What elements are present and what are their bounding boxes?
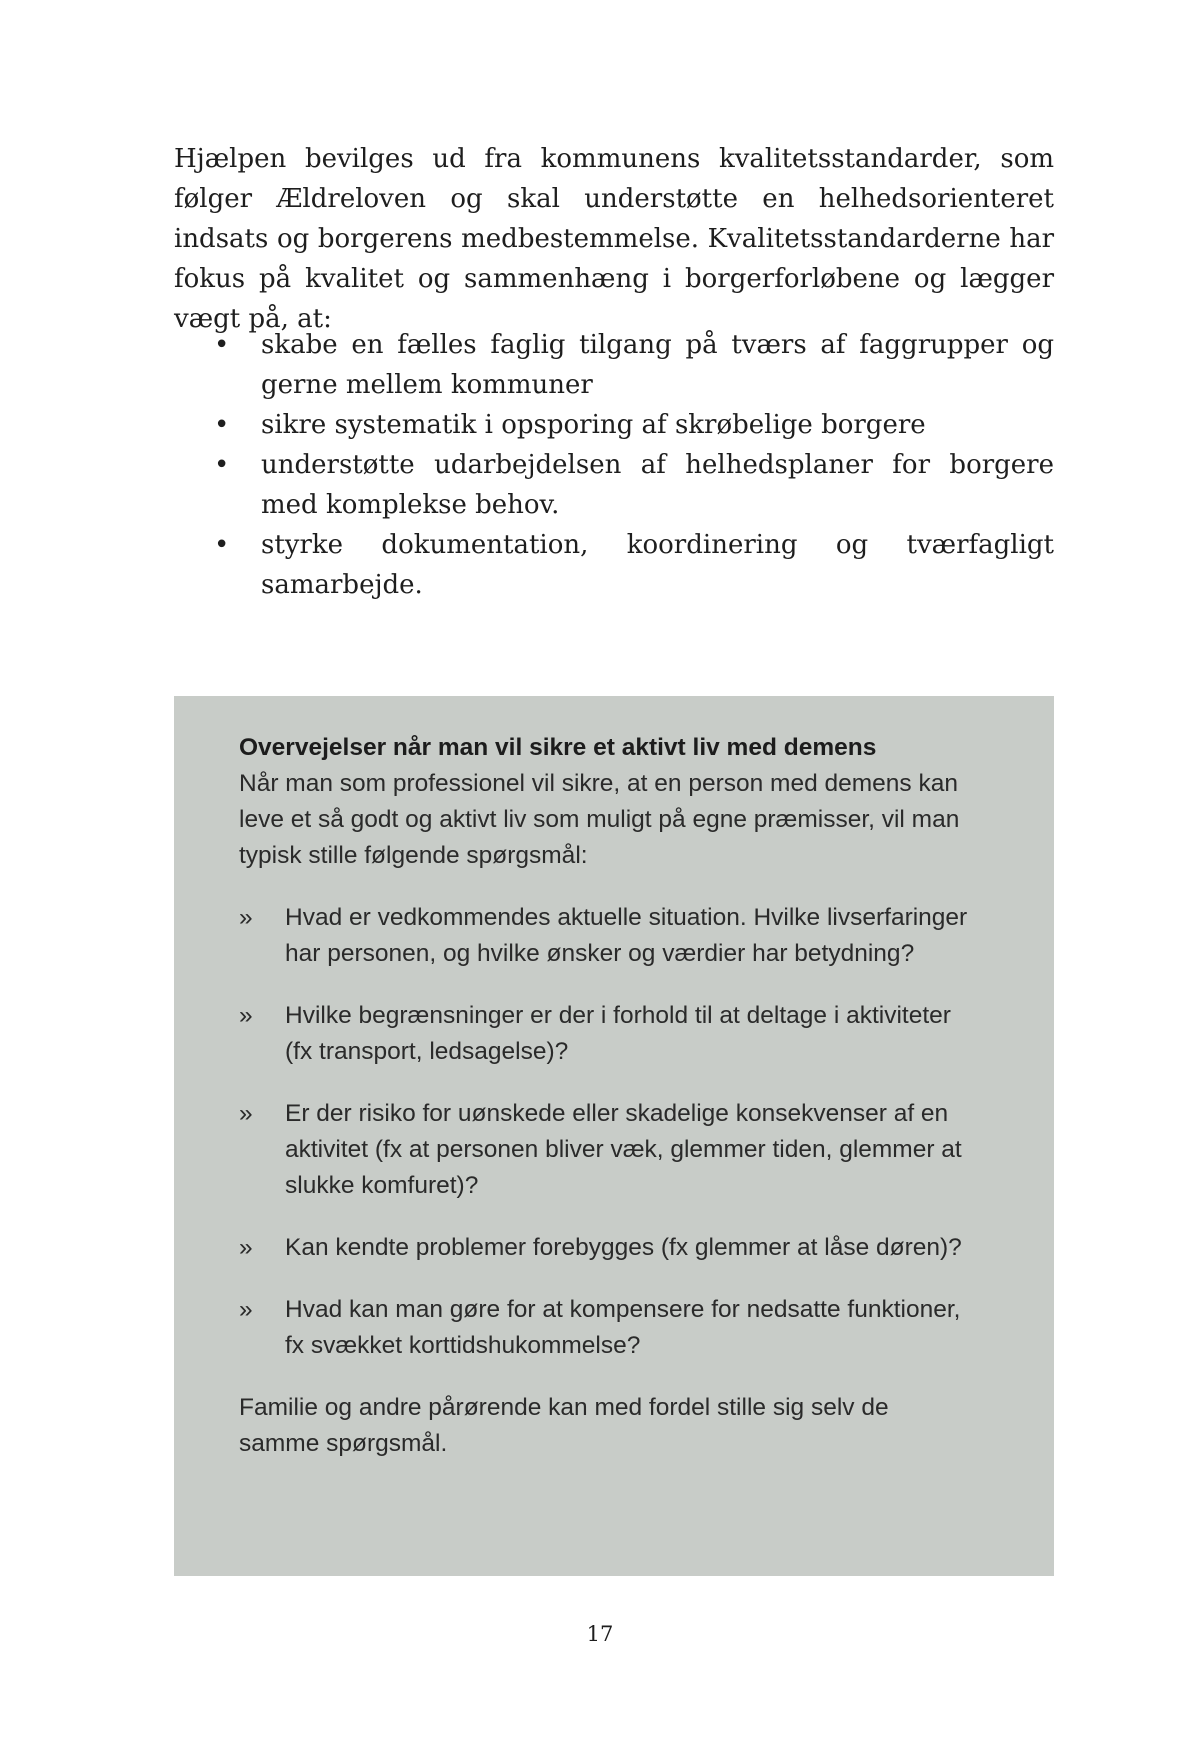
bullet-marker: •: [214, 450, 230, 480]
bullet-text: styrke dokumentation, koordinering og tværfagligt samarbejde.: [261, 530, 1054, 600]
info-box-title: Overvejelser når man vil sikre et aktivt liv med demens: [239, 734, 877, 761]
intro-paragraph: Hjælpen bevilges ud fra kommunens kvalitetsstandarder, som følger Ældreloven og skal understøtte en helhedsorienteret indsats og borgerens medbestemmelse. Kvalitetsstandarderne har fokus på kvalitet og sammenhæng i borgerforløbene og lægger vægt på, at:: [174, 144, 1054, 334]
bullet-item: [174, 525, 1054, 605]
question-text: Er der risiko for uønskede eller skadelige konsekvenser af en aktivitet (fx at personen bliver væk, glemmer tiden, glemmer at slukke komfuret)?: [285, 1100, 962, 1199]
question-item: [239, 1096, 969, 1204]
bullet-item: [174, 445, 1054, 525]
question-marker: »: [239, 1234, 253, 1261]
bullet-text: skabe en fælles faglig tilgang på tværs af faggrupper og gerne mellem kommuner: [261, 330, 1054, 400]
question-item: [239, 1230, 969, 1266]
info-box: [174, 696, 1054, 1576]
question-marker: »: [239, 904, 253, 931]
bullet-marker: •: [214, 330, 230, 360]
question-text: Hvilke begrænsninger er der i forhold til at deltage i aktiviteter (fx transport, ledsagelse)?: [285, 1002, 951, 1065]
bullet-item: [174, 405, 1054, 445]
page-number: 17: [586, 1622, 614, 1646]
bullet-item: [174, 325, 1054, 405]
bullet-marker: •: [214, 530, 230, 560]
bullet-marker: •: [214, 410, 230, 440]
question-text: Hvad kan man gøre for at kompensere for nedsatte funktioner, fx svækket korttidshukommelse?: [285, 1296, 961, 1359]
question-text: Kan kendte problemer forebygges (fx glemmer at låse døren)?: [285, 1234, 962, 1261]
bullet-text: sikre systematik i opsporing af skrøbelige borgere: [261, 410, 926, 440]
question-marker: »: [239, 1100, 253, 1127]
bullet-list: [174, 325, 1054, 605]
question-marker: »: [239, 1296, 253, 1323]
question-item: [239, 998, 969, 1070]
question-item: [239, 1292, 969, 1364]
info-box-lead: Når man som professionel vil sikre, at en person med demens kan leve et så godt og aktivt liv som muligt på egne præmisser, vil man typisk stille følgende spørgsmål:: [239, 770, 960, 869]
question-list: [239, 900, 969, 1364]
bullet-text: understøtte udarbejdelsen af helhedsplaner for borgere med komplekse behov.: [261, 450, 1054, 520]
question-text: Hvad er vedkommendes aktuelle situation. Hvilke livserfaringer har personen, og hvilke ønsker og værdier har betydning?: [285, 904, 968, 967]
question-marker: »: [239, 1002, 253, 1029]
question-item: [239, 900, 969, 972]
info-box-outro: Familie og andre pårørende kan med fordel stille sig selv de samme spørgsmål.: [239, 1394, 889, 1457]
info-box-content: [239, 730, 969, 1462]
